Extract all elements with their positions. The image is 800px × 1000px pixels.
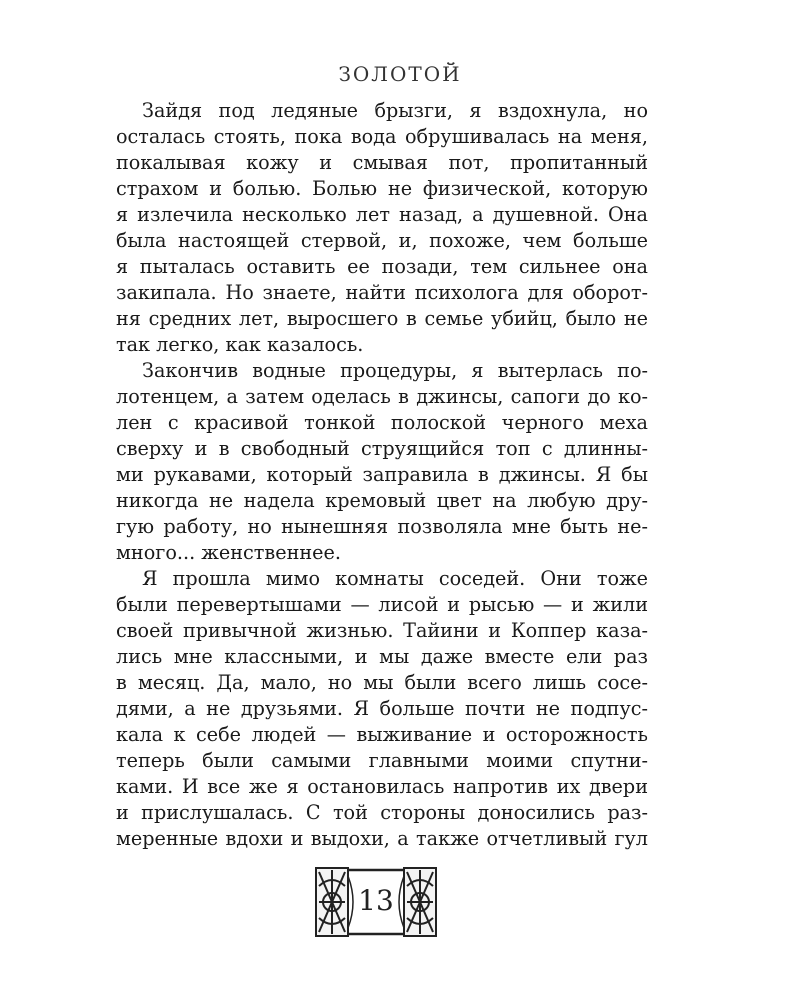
text-line: лись мне классными, и мы даже вместе ели раз (116, 645, 648, 668)
text-line: дями, а не друзьями. Я больше почти не подпус- (116, 697, 648, 720)
text-line: покалывая кожу и смывая пот, пропитанный (116, 151, 648, 174)
text-line: в месяц. Да, мало, но мы были всего лишь сосе- (116, 671, 648, 694)
text-line: Зайдя под ледяные брызги, я вздохнула, но (142, 99, 648, 122)
text-line: я излечила несколько лет назад, а душевной. Она (116, 203, 648, 226)
text-line: лотенцем, а затем оделась в джинсы, сапоги до ко- (116, 385, 648, 408)
text-line: лен с красивой тонкой полоской черного меха (116, 411, 648, 434)
text-line: ками. И все же я остановилась напротив их двери (116, 775, 648, 798)
text-line: страхом и болью. Болью не физической, которую (116, 177, 648, 200)
body-text (116, 98, 648, 852)
text-line: много... женственнее. (116, 541, 341, 564)
page-number: 13 (358, 884, 394, 917)
text-line: гую работу, но нынешняя позволяла мне быть не- (116, 515, 648, 538)
text-line: сверху и в свободный струящийся топ с длинны- (116, 437, 648, 460)
text-line: Я прошла мимо комнаты соседей. Они тоже (142, 567, 648, 590)
text-line: я пыталась оставить ее позади, тем сильнее она (116, 255, 648, 278)
text-line: никогда не надела кремовый цвет на любую дру- (116, 489, 648, 512)
text-line: закипала. Но знаете, найти психолога для оборот- (116, 281, 648, 304)
running-head: ЗОЛОТОЙ (338, 62, 462, 86)
text-line: ми рукавами, который заправила в джинсы. Я бы (116, 463, 648, 486)
text-line: была настоящей стервой, и, похоже, чем больше (116, 229, 648, 252)
text-line: Закончив водные процедуры, я вытерлась по- (142, 359, 648, 382)
text-line: меренные вдохи и выдохи, а также отчетливый гул (116, 827, 648, 850)
text-line: ня средних лет, выросшего в семье убийц, было не (116, 307, 648, 330)
text-line: были перевертышами — лисой и рысью — и жили (116, 593, 648, 616)
text-line: так легко, как казалось. (116, 333, 364, 356)
text-line: и прислушалась. С той стороны доносились раз- (116, 801, 648, 824)
text-line: теперь были самыми главными моими спутни- (116, 749, 648, 772)
text-line: кала к себе людей — выживание и осторожность (116, 723, 648, 746)
text-line: своей привычной жизнью. Тайини и Коппер каза- (116, 619, 648, 642)
page-number-ornament (313, 862, 439, 942)
text-line: осталась стоять, пока вода обрушивалась на меня, (116, 125, 648, 148)
